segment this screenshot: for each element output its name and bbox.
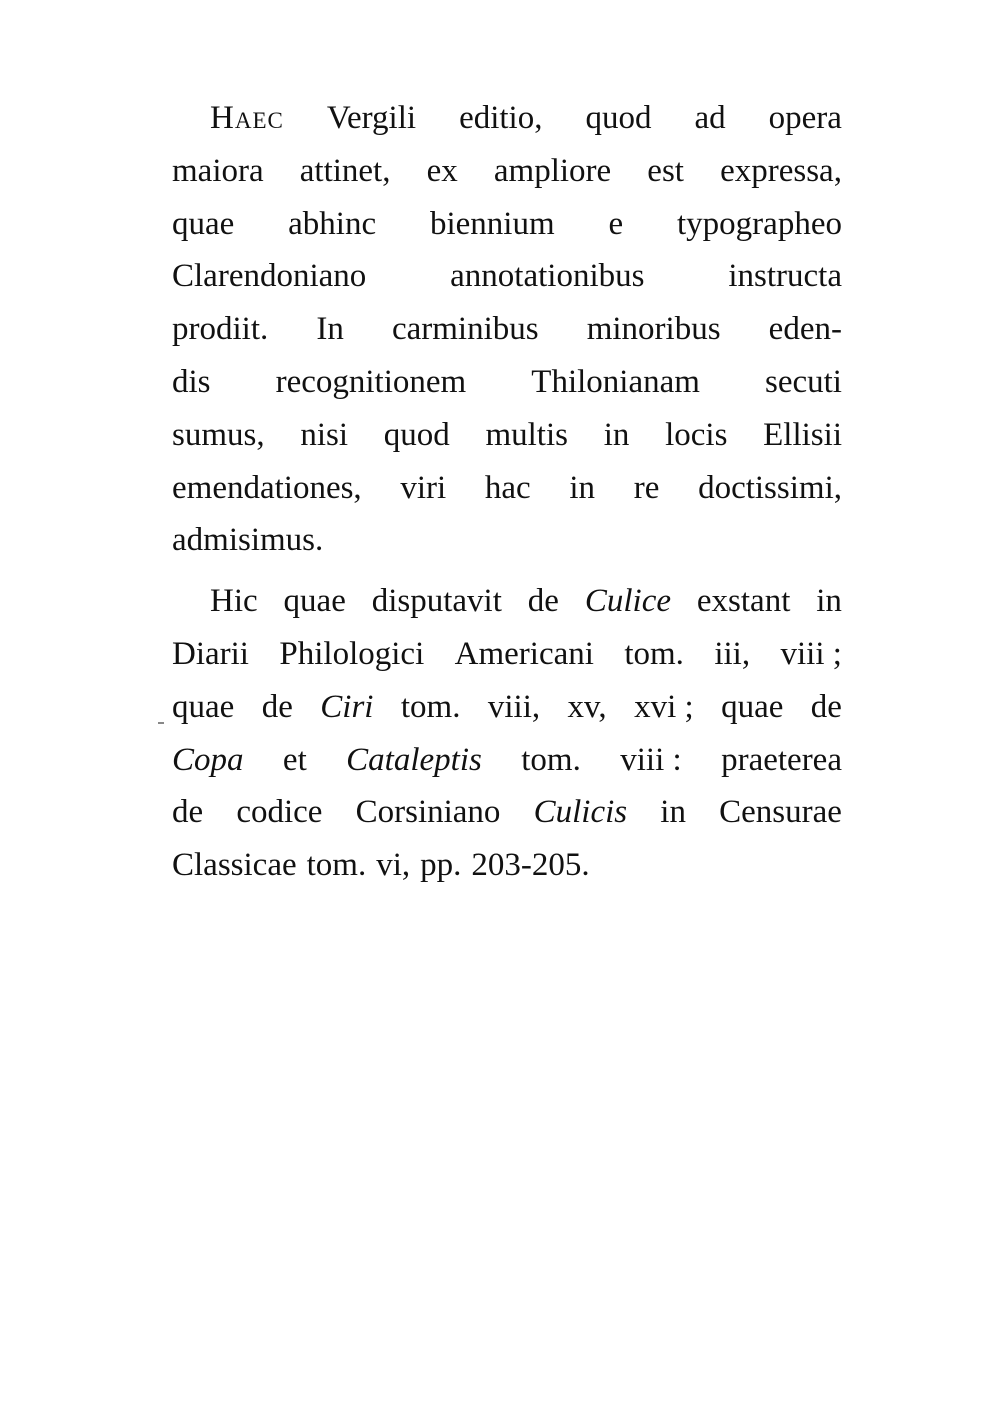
word: ad — [694, 100, 726, 136]
word: Ellisii — [763, 416, 842, 453]
word: est — [647, 152, 684, 189]
paragraph1-line9 — [172, 514, 842, 567]
word: in — [660, 794, 686, 831]
word: Classicae — [172, 847, 297, 884]
word: viii ; — [780, 635, 842, 672]
word: 203-205. — [471, 847, 590, 884]
word: de — [172, 794, 204, 831]
word: viri — [400, 469, 447, 506]
word: sumus, — [172, 416, 265, 453]
preface-text — [172, 92, 842, 892]
word: recognitionem — [275, 363, 467, 400]
word: codice — [236, 794, 323, 831]
word: opera — [768, 100, 842, 136]
word: de — [527, 583, 559, 620]
margin-mark — [158, 722, 164, 724]
word: tom. — [624, 635, 684, 672]
word: vi, — [376, 847, 411, 884]
word: Corsiniano — [355, 794, 501, 831]
word: ex — [426, 152, 458, 189]
paragraph1-line4 — [172, 250, 842, 303]
word: Censurae — [719, 794, 842, 831]
italic-title: Ciri — [320, 688, 374, 725]
word: attinet, — [299, 152, 391, 189]
word: nisi — [300, 416, 349, 453]
word: viii, — [487, 688, 541, 725]
word: biennium — [429, 205, 555, 242]
word: Haec — [210, 100, 284, 136]
paragraph1-line8 — [172, 462, 842, 515]
word: et — [282, 741, 307, 778]
word: carminibus — [391, 311, 539, 348]
word: in — [569, 469, 596, 506]
paragraph1-line5 — [172, 303, 842, 356]
paragraph2-line3 — [172, 681, 842, 734]
paragraph1-line7 — [172, 409, 842, 462]
word: praeterea — [721, 741, 842, 778]
word: Americani — [454, 635, 594, 672]
word: re — [633, 469, 660, 506]
word: de — [810, 688, 842, 725]
word: tom. — [306, 847, 367, 884]
word: abhinc — [288, 205, 377, 242]
word: typographeo — [677, 205, 842, 242]
word: e — [608, 205, 624, 242]
word: ampliore — [493, 152, 612, 189]
word: Clarendoniano — [172, 258, 367, 295]
word: xvi ; — [634, 688, 694, 725]
word: quae — [283, 583, 346, 620]
word: in — [816, 583, 842, 620]
paragraph1-line1 — [172, 92, 842, 145]
word: In — [316, 311, 344, 348]
paragraph2-line1 — [172, 575, 842, 628]
paragraph1-line2 — [172, 145, 842, 198]
word: quod — [585, 100, 652, 136]
word: pp. — [420, 847, 462, 884]
word: Diarii — [172, 635, 249, 672]
word: exstant — [696, 583, 791, 620]
paragraph2-line6 — [172, 839, 842, 892]
word: maiora — [172, 152, 264, 189]
word: tom. — [400, 688, 461, 725]
word: dis — [172, 363, 211, 400]
word: doctissimi, — [698, 469, 842, 506]
paragraph1-line3 — [172, 198, 842, 251]
word: Philologici — [279, 635, 425, 672]
word: viii : — [620, 741, 682, 778]
paragraph2-line5 — [172, 786, 842, 839]
word: admisimus. — [172, 522, 324, 559]
word: editio, — [459, 100, 543, 136]
word: in — [603, 416, 630, 453]
word: secuti — [765, 363, 842, 400]
word: eden- — [768, 311, 842, 348]
italic-title: Cataleptis — [346, 741, 482, 778]
word: instructa — [728, 258, 842, 295]
word: disputavit — [371, 583, 502, 620]
word: quae — [172, 205, 235, 242]
word: tom. — [521, 741, 581, 778]
word: iii, — [714, 635, 751, 672]
word: Vergili — [326, 100, 417, 136]
paragraph2-line2 — [172, 628, 842, 681]
paragraph2-line4 — [172, 734, 842, 787]
paragraph-gap — [172, 567, 842, 575]
word: hac — [484, 469, 531, 506]
word: locis — [665, 416, 728, 453]
italic-title: Culicis — [533, 794, 628, 831]
word: annotationibus — [450, 258, 645, 295]
italic-title: Copa — [172, 741, 244, 778]
word: quod — [383, 416, 450, 453]
word: xv, — [567, 688, 607, 725]
italic-title: Culice — [584, 583, 671, 620]
word: Thilonianam — [531, 363, 700, 400]
word: expressa, — [720, 152, 842, 189]
word: de — [261, 688, 293, 725]
paragraph1-line6 — [172, 356, 842, 409]
word: quae — [721, 688, 784, 725]
word: minoribus — [586, 311, 721, 348]
word: prodiit. — [172, 311, 269, 348]
word: quae — [172, 688, 235, 725]
word: multis — [485, 416, 568, 453]
word: Hic — [210, 583, 258, 620]
word: emendationes, — [172, 469, 362, 506]
